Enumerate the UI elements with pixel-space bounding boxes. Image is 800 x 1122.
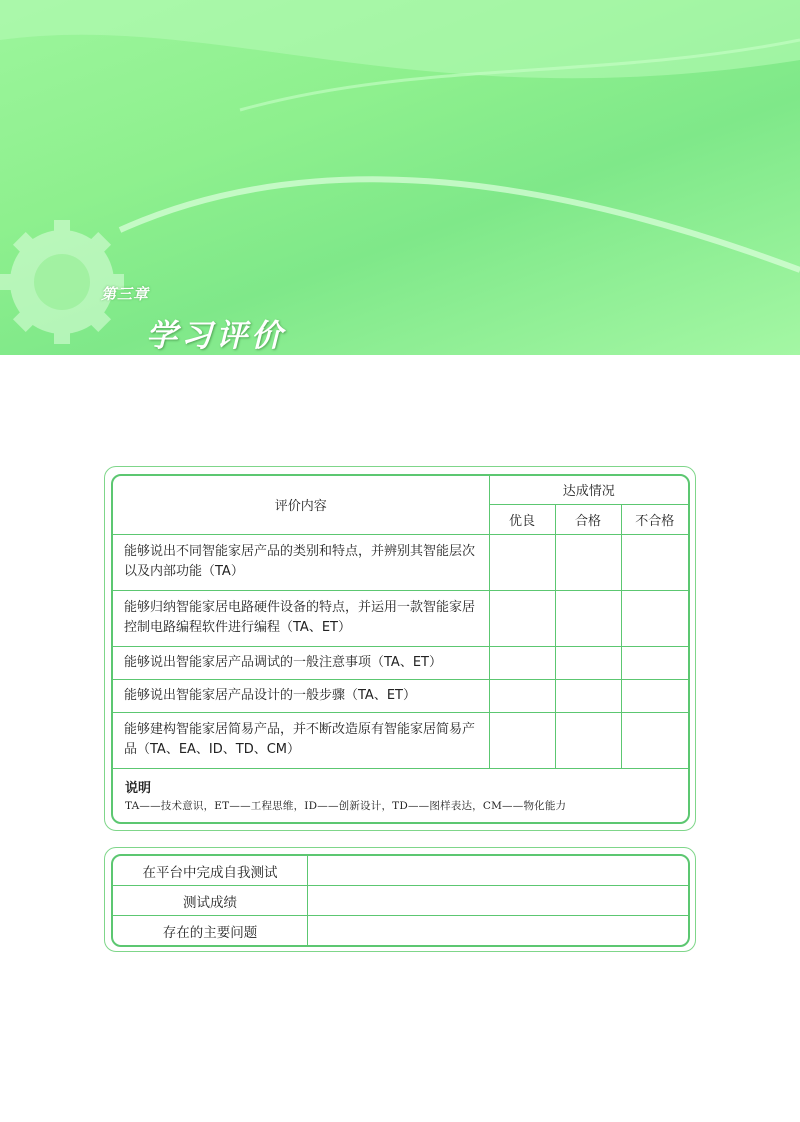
table-row [113,646,688,679]
note-cell [113,768,688,819]
level-pass: 合格 [555,504,621,534]
table-row [113,590,688,646]
check-cell-fail[interactable] [621,646,688,679]
table-row [113,712,688,768]
criterion-text: 能够建构智能家居简易产品，并不断改造原有智能家居简易产品（TA、EA、ID、TD、CM） [113,712,489,768]
criterion-text: 能够归纳智能家居电路硬件设备的特点，并运用一款智能家居控制电路编程软件进行编程（TA、ET） [113,590,489,646]
check-cell-pass[interactable] [555,590,621,646]
note-title: 说明 [125,780,152,796]
content-header: 评价内容 [113,476,489,534]
page-title: 学习评价 [146,318,286,354]
check-cell-pass[interactable] [555,712,621,768]
main-problems-value[interactable] [308,916,689,946]
criterion-text: 能够说出不同智能家居产品的类别和特点，并辨别其智能层次以及内部功能（TA） [113,534,489,590]
table-row [113,886,688,916]
check-cell-fail[interactable] [621,534,688,590]
evaluation-table-box [111,474,690,824]
achievement-header: 达成情况 [489,476,688,504]
level-excellent: 优良 [489,504,555,534]
main-problems-label: 存在的主要问题 [113,916,308,946]
check-cell-excellent[interactable] [489,712,555,768]
self-test-value[interactable] [308,856,689,886]
self-test-label: 在平台中完成自我测试 [113,856,308,886]
table-row [113,916,688,946]
check-cell-excellent[interactable] [489,679,555,712]
table-row [113,534,688,590]
table-row [113,856,688,886]
check-cell-pass[interactable] [555,646,621,679]
note-text: TA——技术意识，ET——工程思维，ID——创新设计，TD——图样表达，CM——物化能力 [125,799,567,812]
check-cell-excellent[interactable] [489,646,555,679]
criterion-text: 能够说出智能家居产品设计的一般步骤（TA、ET） [113,679,489,712]
check-cell-pass[interactable] [555,534,621,590]
level-fail: 不合格 [621,504,688,534]
chapter-label: 第三章 [101,285,150,303]
check-cell-excellent[interactable] [489,534,555,590]
check-cell-fail[interactable] [621,679,688,712]
check-cell-pass[interactable] [555,679,621,712]
check-cell-excellent[interactable] [489,590,555,646]
test-score-label: 测试成绩 [113,886,308,916]
check-cell-fail[interactable] [621,590,688,646]
self-test-table [113,856,688,945]
criterion-text: 能够说出智能家居产品调试的一般注意事项（TA、ET） [113,646,489,679]
check-cell-fail[interactable] [621,712,688,768]
evaluation-table [113,476,688,819]
note-row [113,768,688,819]
self-test-table-box [111,854,690,947]
table-row [113,679,688,712]
test-score-value[interactable] [308,886,689,916]
chapter-banner [0,0,800,355]
